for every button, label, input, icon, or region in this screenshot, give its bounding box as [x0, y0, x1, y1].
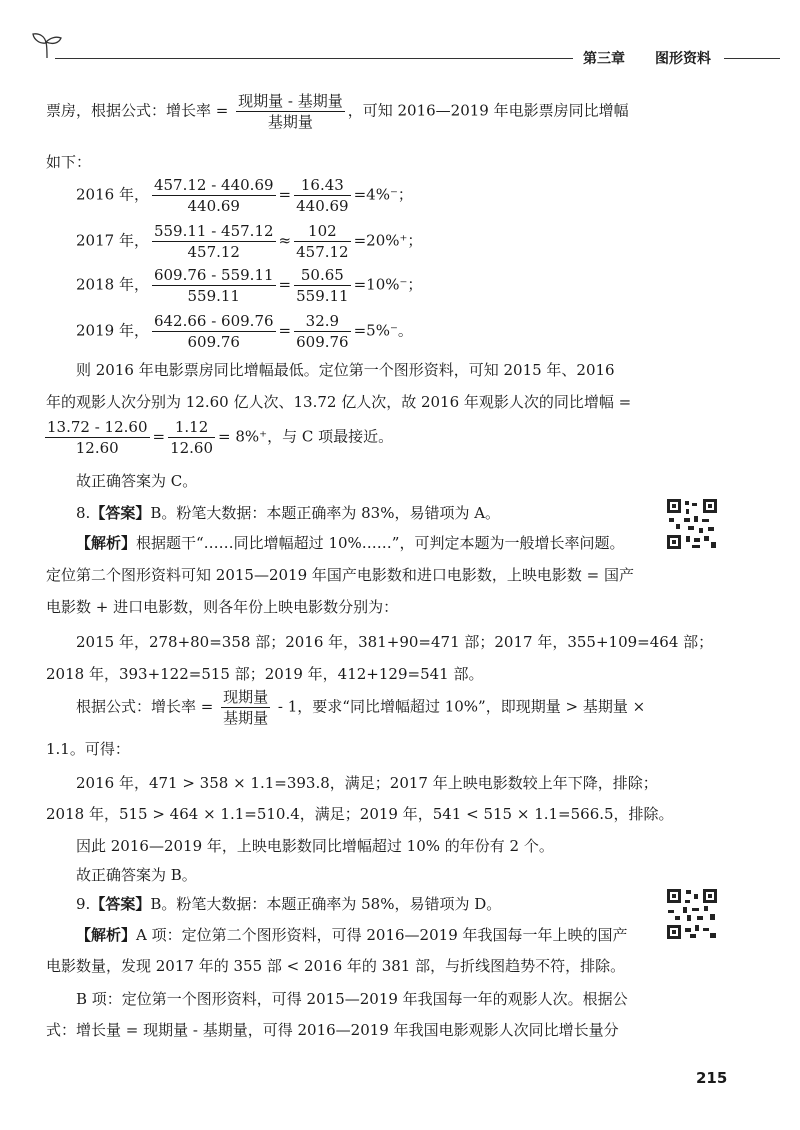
text-line-1: 票房，根据公式：增长率 = $\frac{\text{现期量 - 基期量}}{\text{基期量}}$ ，可知 2016—2019 年电影票房同比增幅: [46, 92, 629, 131]
header-rule-right: [724, 58, 780, 59]
calc-2016: 2016 年， $\frac{457.12 - 440.69}{440.69}$ = $\frac{16.43}{440.69}$ =4%⁻；: [76, 176, 413, 215]
text-line-10: 故正确答案为 C。: [76, 472, 198, 490]
text-line-19: 2016 年，471 > 358 × 1.1=393.8，满足；2017 年上映电影数较上年下降，排除；: [76, 774, 658, 792]
calc-2018: 2018 年， $\frac{609.76 - 559.11}{559.11}$ = $\frac{50.65}{559.11}$ =10%⁻；: [76, 266, 423, 305]
text-line-7: 则 2016 年电影票房同比增幅最低。定位第一个图形资料，可知 2015 年、2016: [76, 361, 615, 379]
header-rule-left: [55, 58, 573, 59]
section-label: 图形资料: [655, 51, 711, 67]
calc-2019: 2019 年， $\frac{642.66 - 609.76}{609.76}$ = $\frac{32.9}{609.76}$ =5%⁻。: [76, 312, 413, 351]
text-line-25: 电影数量，发现 2017 年的 355 部 < 2016 年的 381 部，与折线图趋势不符，排除。: [46, 957, 626, 975]
text-line-27: 式：增长量 = 现期量 - 基期量，可得 2016—2019 年我国电影观影人次同比增长量分: [46, 1021, 619, 1039]
qr-code-q8-icon[interactable]: [666, 498, 718, 550]
calc-viewers: $\frac{13.72 - 12.60}{12.60}$ = $\frac{1.12}{12.60}$ = 8%⁺，与 C 项最接近。: [47, 418, 394, 457]
text-line-21: 因此 2016—2019 年，上映电影数同比增幅超过 10% 的年份有 2 个。: [76, 837, 554, 855]
text-line-14: 电影数 + 进口电影数，则各年份上映电影数分别为：: [46, 598, 399, 616]
text-line-22: 故正确答案为 B。: [76, 866, 197, 884]
text-line-16: 2018 年，393+122=515 部；2019 年，412+129=541 部。: [46, 665, 484, 683]
text-line-17: 根据公式：增长率 = $\frac{\text{现期量}}{\text{基期量}}$ - 1，要求“同比增幅超过 10%”，即现期量 > 基期量 ×: [76, 688, 646, 727]
q8-answer: 8.【答案】B。粉笔大数据：本题正确率为 83%，易错项为 A。: [76, 504, 501, 522]
q8-analysis: 【解析】根据题干“……同比增幅超过 10%……”，可判定本题为一般增长率问题。: [76, 534, 625, 552]
qr-code-q9-icon[interactable]: [666, 888, 718, 940]
text-line-8: 年的观影人次分别为 12.60 亿人次、13.72 亿人次，故 2016 年观影人次的同比增幅 =: [46, 393, 632, 411]
calc-2017: 2017 年， $\frac{559.11 - 457.12}{457.12}$ ≈ $\frac{102}{457.12}$ =20%⁺；: [76, 222, 423, 261]
sprout-logo-icon: [30, 30, 64, 60]
text-line-18: 1.1。可得：: [46, 740, 130, 758]
chapter-label: 第三章: [583, 51, 625, 67]
text-line-15: 2015 年，278+80=358 部；2016 年，381+90=471 部；2017 年，355+109=464 部；: [76, 633, 714, 651]
growth-rate-fraction: $\frac{\text{现期量 - 基期量}}{\text{基期量}}$: [238, 92, 343, 131]
text-line-2: 如下：: [46, 153, 92, 171]
text-line-20: 2018 年，515 > 464 × 1.1=510.4，满足；2019 年，541 < 515 × 1.1=566.5，排除。: [46, 805, 674, 823]
page-number: 215: [696, 1069, 728, 1087]
q9-analysis: 【解析】A 项：定位第二个图形资料，可得 2016—2019 年我国每一年上映的国产: [76, 926, 628, 944]
text-line-26: B 项：定位第一个图形资料，可得 2015—2019 年我国每一年的观影人次。根据公: [76, 990, 628, 1008]
text-line-13: 定位第二个图形资料可知 2015—2019 年国产电影数和进口电影数，上映电影数 = 国产: [46, 566, 634, 584]
q9-answer: 9.【答案】B。粉笔大数据：本题正确率为 58%，易错项为 D。: [76, 895, 502, 913]
